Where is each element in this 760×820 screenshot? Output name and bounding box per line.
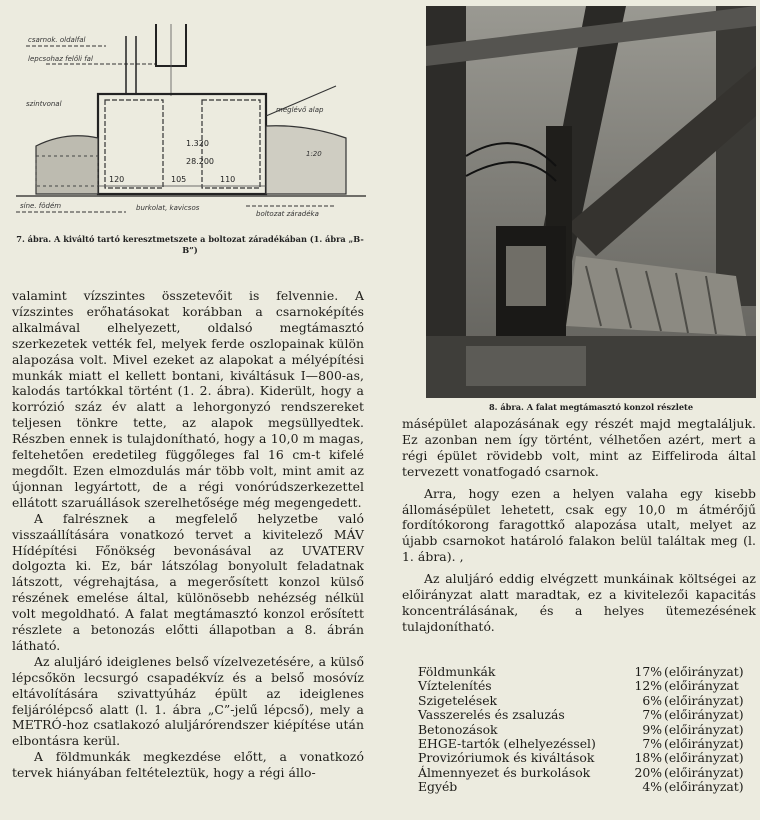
table-row [418, 694, 756, 708]
cost-item: Álmennyezet és burkolások [418, 764, 591, 780]
table-row [418, 766, 756, 780]
paragraph: Arra, hogy ezen a helyen valaha egy kisebb állomásépület lehetett, csak egy 10,0 m átmérőjű fordítókorong faragottkő alapozása utalt, melyet az újabb csarnokot határoló falakon belül találtak meg (l. 1. ábra). , [402, 485, 756, 565]
fig7-label-4: 110 [220, 175, 236, 184]
fig7-label-1: lepcsohaz felőli fal [28, 55, 93, 63]
cost-note: (előirányzat) [664, 779, 744, 795]
cost-note: (előirányzat) [664, 736, 744, 752]
cost-note: (előirányzat [664, 678, 739, 694]
paragraph: A falrésznek a megfelelő helyzetbe való visszaállítására vonatkozó tervet a kivitelező MÁV Hídépítési Főnökség bevonásával az UVATERV dolgozta ki. Ez, bár látszólag bonyolult feladatnak látszott, végrehajtása, a megerősített konzol külső részének emelése által, különösebb nehézség nélkül volt megoldható. A falat megtámasztó konzol erősített részlete a betonozás előtti állapotban a 8. ábrán látható. [12, 510, 364, 653]
figure-8-photo [426, 6, 756, 398]
cost-percent: 20% [634, 764, 662, 780]
table-row [418, 723, 756, 737]
cost-percent: 4% [642, 779, 662, 795]
right-text-column [402, 416, 756, 635]
cost-percent: 12% [634, 678, 662, 694]
fig7-label-3: 105 [171, 175, 187, 184]
paragraph: másépület alapozásának egy részét majd megtaláljuk. Ez azonban nem így történt, vélhetően azért, mert a régi épület rövidebb volt, mint az Eiffeliroda által tervezett vonatfogadó csarnok. [402, 416, 756, 479]
table-row [418, 679, 756, 693]
cost-note: (előirányzat) [664, 664, 744, 679]
table-row [418, 780, 756, 794]
figure-7-caption: 7. ábra. A kiváltó tartó keresztmetszete a boltozat záradékában (1. ábra „B-B”) [16, 234, 364, 255]
fig7-label-12: boltozat záradéka [256, 210, 319, 218]
fig7-label-10: síne. födém [20, 202, 62, 210]
left-text-column [12, 288, 364, 781]
cost-note: (előirányzat) [664, 707, 744, 723]
table-row [418, 665, 756, 679]
table-row [418, 708, 756, 722]
fig7-label-6: 28.200 [186, 157, 214, 166]
cost-table [418, 665, 756, 795]
cost-note: (előirányzat) [664, 721, 744, 737]
figure-7-drawing [6, 6, 374, 228]
cost-percent: 9% [642, 721, 662, 737]
fig7-label-5: 1.320 [186, 139, 209, 148]
cost-percent: 6% [642, 692, 662, 708]
cost-note: (előirányzat) [664, 764, 744, 780]
cost-item: Földmunkák [418, 664, 496, 679]
fig7-label-8: szintvonal [26, 100, 62, 108]
fig7-label-11: burkolat, kavicsos [136, 204, 200, 212]
fig7-label-7: meglévő alap [276, 106, 324, 114]
table-row [418, 751, 756, 765]
cost-item: Provizóriumok és kiváltások [418, 750, 595, 766]
paragraph: A földmunkák megkezdése előtt, a vonatkozó tervek hiányában feltételeztük, hogy a régi állo- [12, 749, 364, 781]
cost-item: Szigetelések [418, 692, 498, 708]
paragraph: Az aluljáró eddig elvégzett munkáinak költségei az előirányzat alatt maradtak, ez a kivitelezői kapacitás koncentrálásának, és a helyes ütemezésének tulajdonítható. [402, 571, 756, 634]
cost-item: Vasszerelés és zsaluzás [418, 707, 565, 723]
cost-percent: 18% [634, 750, 662, 766]
cost-percent: 7% [642, 707, 662, 723]
table-row [418, 737, 756, 751]
paragraph: Az aluljáró ideiglenes belső vízelvezetésére, a külső lépcsőkön lecsurgó csapadékvíz és a belső mosóvíz eltávolítására szivattyúház épült az ideiglenes feljárólépcső alatt (l. 1. ábra „C”-jelű lépcső), mely a METRÓ-hoz csatlakozó aluljárórendszer kiépítése után elbontásra kerül. [12, 653, 364, 749]
cost-item: Betonozások [418, 721, 498, 737]
fig7-label-2: 120 [109, 175, 125, 184]
cost-item: EHGE-tartók (elhelyezéssel) [418, 736, 596, 752]
cost-item: Víztelenítés [418, 678, 492, 694]
cost-item: Egyéb [418, 779, 458, 795]
figure-8-caption: 8. ábra. A falat megtámasztó konzol részlete [488, 402, 694, 412]
cost-percent: 7% [642, 736, 662, 752]
cost-note: (előirányzat) [664, 750, 744, 766]
paragraph: valamint vízszintes összetevőit is felvennie. A vízszintes erőhatásokat korábban a csarnoképítés alkalmával elhelyezett, oldalsó megtámasztó szerkezetek vették fel, melyek ferde oszlopainak külön alapozása volt. Mivel ezeket az alapokat a mélyépítési munkák miatt el kellett bontani, kiváltásuk I—800-as, kalodás tartókkal történt (1. 2. ábra). Kiderült, hogy a korrózió száz év alatt a lehorgonyzó rendszereket teljesen tönkre tette, az alapok megsüllyedtek. Részben ennek is tulajdonítható, hogy a 10,0 m magas, feltehetően eredetileg függőleges fal 16 cm-t kifelé megdőlt. Ezen elmozdulás már több volt, mint amit az újonnan legyártott, de a régi vonórúdszerkezettel ellátott szaruállások szerelhetősége még megengedett. [12, 288, 364, 510]
cost-percent: 17% [634, 664, 662, 679]
fig7-label-0: csarnok. oldalfal [28, 36, 86, 44]
cost-note: (előirányzat) [664, 692, 744, 708]
fig7-label-9: 1:20 [306, 150, 322, 158]
